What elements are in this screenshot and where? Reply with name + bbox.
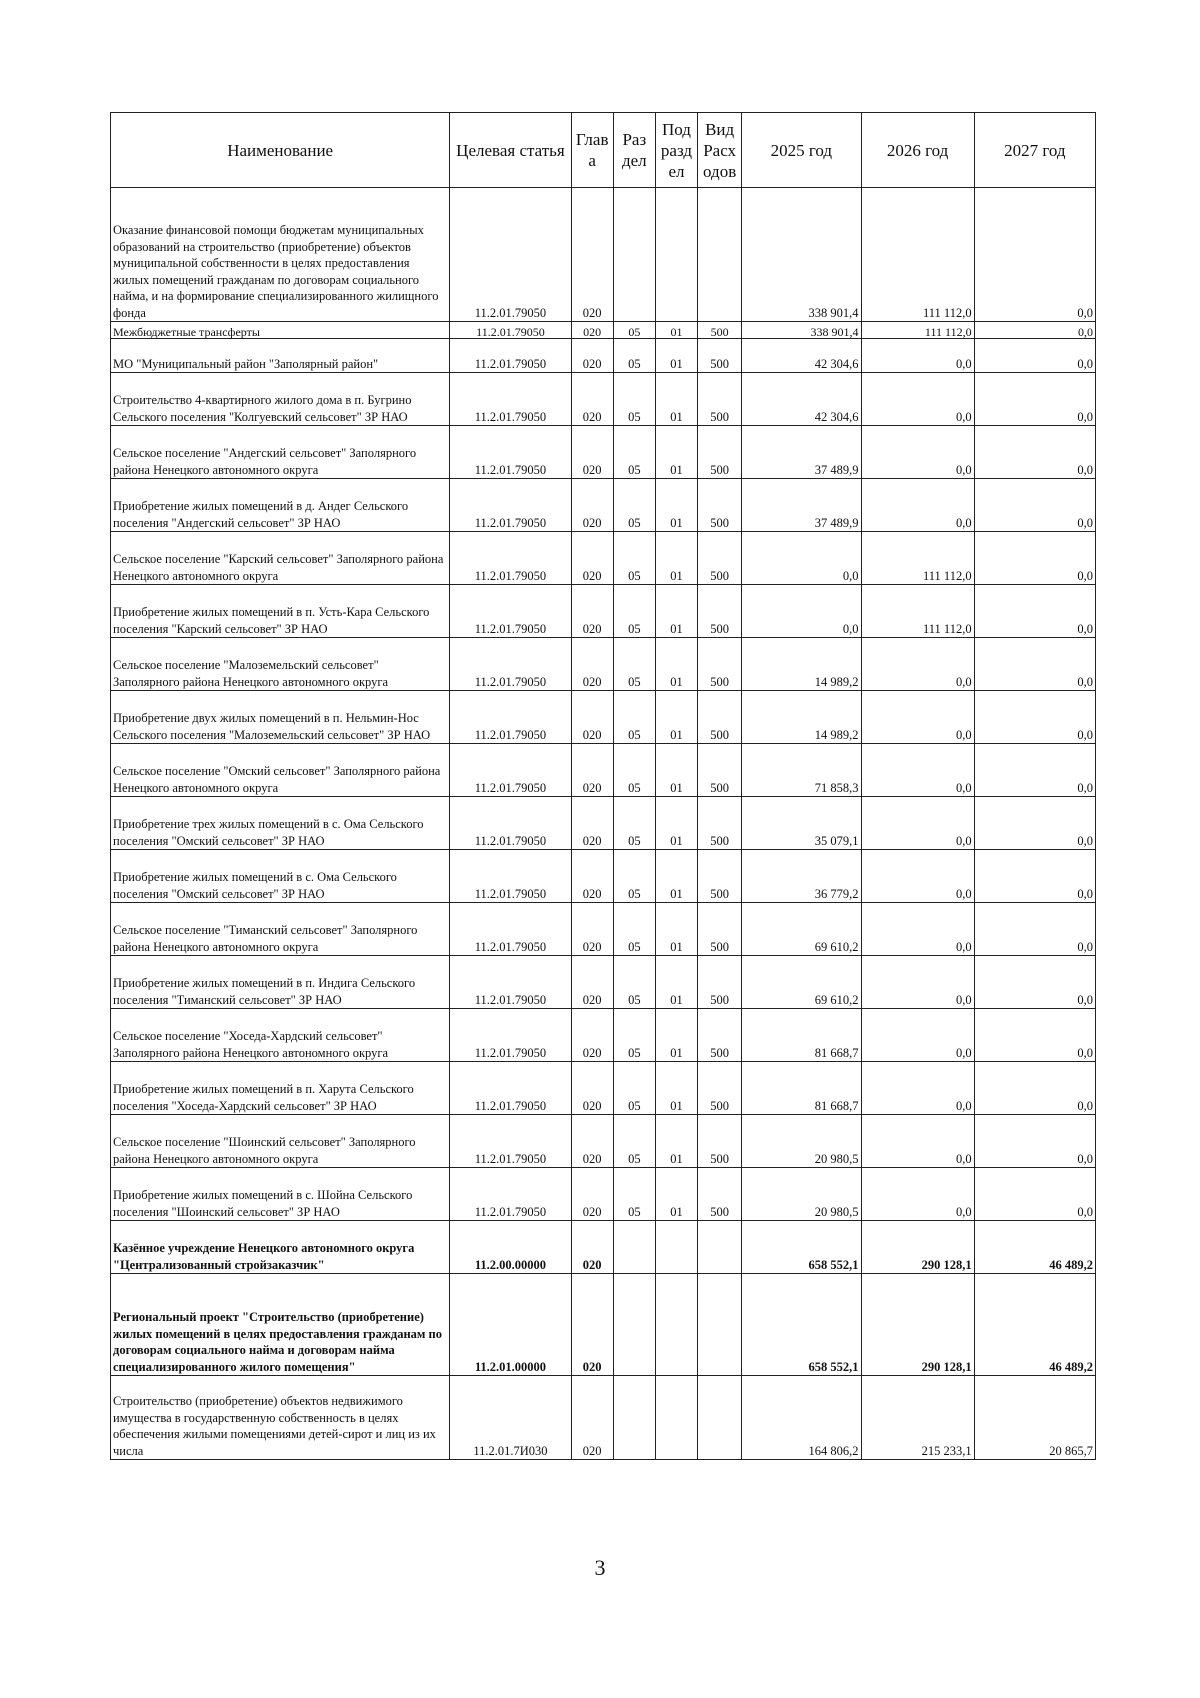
cell-name: Приобретение двух жилых помещений в п. Нельмин-Нос Сельского поселения "Малоземельский сельсовет" ЗР НАО <box>111 691 450 744</box>
header-expense: Вид Расх одов <box>698 113 742 188</box>
cell-2026: 0,0 <box>861 797 974 850</box>
cell-subsection: 01 <box>655 339 697 373</box>
cell-name: Межбюджетные трансферты <box>111 322 450 339</box>
cell-article: 11.2.01.79050 <box>450 322 571 339</box>
cell-2025: 0,0 <box>742 585 861 638</box>
cell-section: 05 <box>613 585 655 638</box>
cell-2027: 0,0 <box>974 426 1095 479</box>
table-body <box>111 188 1096 1460</box>
cell-section: 05 <box>613 850 655 903</box>
table-row <box>111 188 1096 322</box>
cell-subsection: 01 <box>655 1168 697 1221</box>
cell-name: Сельское поселение "Омский сельсовет" Заполярного района Ненецкого автономного округа <box>111 744 450 797</box>
cell-subsection: 01 <box>655 850 697 903</box>
cell-2027: 0,0 <box>974 1168 1095 1221</box>
cell-section: 05 <box>613 479 655 532</box>
table-row <box>111 373 1096 426</box>
cell-2026: 0,0 <box>861 691 974 744</box>
cell-article: 11.2.01.79050 <box>450 850 571 903</box>
cell-name: Строительство (приобретение) объектов недвижимого имущества в государственную собственность в целях обеспечения жилыми помещениями детей-сирот и лиц из их числа <box>111 1376 450 1460</box>
cell-2026: 0,0 <box>861 1009 974 1062</box>
cell-expense: 500 <box>698 1009 742 1062</box>
cell-section: 05 <box>613 532 655 585</box>
cell-2025: 69 610,2 <box>742 903 861 956</box>
cell-expense: 500 <box>698 1168 742 1221</box>
cell-2025: 164 806,2 <box>742 1376 861 1460</box>
cell-expense: 500 <box>698 691 742 744</box>
table-row <box>111 744 1096 797</box>
table-row <box>111 585 1096 638</box>
cell-expense: 500 <box>698 1062 742 1115</box>
cell-article: 11.2.01.79050 <box>450 188 571 322</box>
cell-subsection <box>655 1274 697 1376</box>
cell-2026: 0,0 <box>861 339 974 373</box>
header-name: Наименование <box>111 113 450 188</box>
cell-name: Сельское поселение "Малоземельский сельсовет" Заполярного района Ненецкого автономного округа <box>111 638 450 691</box>
cell-2025: 81 668,7 <box>742 1062 861 1115</box>
cell-chapter: 020 <box>571 322 613 339</box>
cell-subsection: 01 <box>655 744 697 797</box>
table-row <box>111 797 1096 850</box>
cell-2027: 0,0 <box>974 903 1095 956</box>
cell-name: Приобретение трех жилых помещений в с. Ома Сельского поселения "Омский сельсовет" ЗР НАО <box>111 797 450 850</box>
cell-2026: 0,0 <box>861 956 974 1009</box>
cell-2026: 0,0 <box>861 373 974 426</box>
cell-article: 11.2.01.79050 <box>450 744 571 797</box>
table-row <box>111 1221 1096 1274</box>
cell-subsection: 01 <box>655 1062 697 1115</box>
cell-2027: 46 489,2 <box>974 1274 1095 1376</box>
header-row <box>111 113 1096 188</box>
cell-article: 11.2.01.79050 <box>450 638 571 691</box>
cell-chapter: 020 <box>571 479 613 532</box>
cell-2025: 37 489,9 <box>742 426 861 479</box>
cell-expense: 500 <box>698 532 742 585</box>
cell-section <box>613 1274 655 1376</box>
cell-name: Приобретение жилых помещений в с. Шойна Сельского поселения "Шоинский сельсовет" ЗР НАО <box>111 1168 450 1221</box>
cell-2025: 35 079,1 <box>742 797 861 850</box>
header-article: Целевая статья <box>450 113 571 188</box>
cell-expense: 500 <box>698 322 742 339</box>
table-row <box>111 479 1096 532</box>
cell-section: 05 <box>613 638 655 691</box>
cell-article: 11.2.01.7И030 <box>450 1376 571 1460</box>
cell-expense: 500 <box>698 479 742 532</box>
cell-expense: 500 <box>698 797 742 850</box>
cell-2025: 71 858,3 <box>742 744 861 797</box>
cell-2026: 0,0 <box>861 1062 974 1115</box>
cell-2027: 0,0 <box>974 373 1095 426</box>
cell-expense: 500 <box>698 638 742 691</box>
cell-article: 11.2.01.79050 <box>450 1062 571 1115</box>
table-row <box>111 638 1096 691</box>
cell-name: Приобретение жилых помещений в д. Андег Сельского поселения "Андегский сельсовет" ЗР НАО <box>111 479 450 532</box>
table-row <box>111 956 1096 1009</box>
cell-2025: 42 304,6 <box>742 373 861 426</box>
cell-2026: 0,0 <box>861 903 974 956</box>
cell-name: Сельское поселение "Карский сельсовет" Заполярного района Ненецкого автономного округа <box>111 532 450 585</box>
cell-2027: 0,0 <box>974 1115 1095 1168</box>
cell-section: 05 <box>613 339 655 373</box>
cell-name: Приобретение жилых помещений в п. Усть-Кара Сельского поселения "Карский сельсовет" ЗР НАО <box>111 585 450 638</box>
cell-chapter: 020 <box>571 1221 613 1274</box>
cell-name: Сельское поселение "Тиманский сельсовет" Заполярного района Ненецкого автономного округа <box>111 903 450 956</box>
cell-article: 11.2.01.79050 <box>450 585 571 638</box>
header-section: Раз дел <box>613 113 655 188</box>
table-row <box>111 1274 1096 1376</box>
cell-chapter: 020 <box>571 1062 613 1115</box>
cell-2025: 14 989,2 <box>742 691 861 744</box>
table-row <box>111 426 1096 479</box>
cell-article: 11.2.01.79050 <box>450 426 571 479</box>
table-row <box>111 850 1096 903</box>
cell-2026: 111 112,0 <box>861 585 974 638</box>
cell-2026: 215 233,1 <box>861 1376 974 1460</box>
cell-article: 11.2.01.79050 <box>450 903 571 956</box>
cell-name: Региональный проект "Строительство (приобретение) жилых помещений в целях предоставления гражданам по договорам социального найма и договорам найма специализированного жилого помещения" <box>111 1274 450 1376</box>
cell-article: 11.2.01.79050 <box>450 691 571 744</box>
header-2027: 2027 год <box>974 113 1095 188</box>
page-number: 3 <box>594 1555 606 1580</box>
cell-2027: 0,0 <box>974 479 1095 532</box>
cell-2027: 0,0 <box>974 691 1095 744</box>
cell-2025: 81 668,7 <box>742 1009 861 1062</box>
cell-section: 05 <box>613 691 655 744</box>
table-row <box>111 1009 1096 1062</box>
cell-subsection: 01 <box>655 638 697 691</box>
cell-2027: 46 489,2 <box>974 1221 1095 1274</box>
cell-article: 11.2.00.00000 <box>450 1221 571 1274</box>
cell-section: 05 <box>613 1009 655 1062</box>
cell-2027: 0,0 <box>974 585 1095 638</box>
cell-2026: 290 128,1 <box>861 1221 974 1274</box>
cell-name: Оказание финансовой помощи бюджетам муниципальных образований на строительство (приобретение) объектов муниципальной собственности в целях предоставления жилых помещений гражданам по договорам социального найма, и на формирование специализированного жилищного фонда <box>111 188 450 322</box>
cell-article: 11.2.01.79050 <box>450 339 571 373</box>
cell-section <box>613 1376 655 1460</box>
cell-2027: 0,0 <box>974 339 1095 373</box>
cell-2026: 0,0 <box>861 426 974 479</box>
cell-subsection: 01 <box>655 532 697 585</box>
cell-article: 11.2.01.79050 <box>450 956 571 1009</box>
cell-section: 05 <box>613 373 655 426</box>
cell-2027: 0,0 <box>974 1062 1095 1115</box>
table-row <box>111 1115 1096 1168</box>
cell-2027: 0,0 <box>974 744 1095 797</box>
cell-section <box>613 188 655 322</box>
cell-chapter: 020 <box>571 1009 613 1062</box>
cell-2026: 290 128,1 <box>861 1274 974 1376</box>
header-2025: 2025 год <box>742 113 861 188</box>
cell-chapter: 020 <box>571 188 613 322</box>
table-row <box>111 1376 1096 1460</box>
cell-subsection: 01 <box>655 373 697 426</box>
table-row <box>111 532 1096 585</box>
cell-subsection <box>655 188 697 322</box>
table-row <box>111 903 1096 956</box>
cell-chapter: 020 <box>571 339 613 373</box>
cell-2027: 0,0 <box>974 956 1095 1009</box>
cell-chapter: 020 <box>571 532 613 585</box>
header-chapter: Глав а <box>571 113 613 188</box>
cell-2025: 338 901,4 <box>742 188 861 322</box>
cell-2025: 42 304,6 <box>742 339 861 373</box>
cell-name: МО "Муниципальный район "Заполярный район" <box>111 339 450 373</box>
header-2026: 2026 год <box>861 113 974 188</box>
cell-chapter: 020 <box>571 426 613 479</box>
cell-subsection: 01 <box>655 426 697 479</box>
cell-expense <box>698 1274 742 1376</box>
cell-section: 05 <box>613 426 655 479</box>
cell-chapter: 020 <box>571 691 613 744</box>
cell-2025: 20 980,5 <box>742 1168 861 1221</box>
cell-chapter: 020 <box>571 797 613 850</box>
table-row <box>111 1168 1096 1221</box>
cell-2026: 0,0 <box>861 744 974 797</box>
cell-subsection: 01 <box>655 691 697 744</box>
cell-2027: 20 865,7 <box>974 1376 1095 1460</box>
cell-chapter: 020 <box>571 744 613 797</box>
cell-subsection: 01 <box>655 1009 697 1062</box>
cell-chapter: 020 <box>571 1115 613 1168</box>
cell-2026: 111 112,0 <box>861 532 974 585</box>
cell-2027: 0,0 <box>974 322 1095 339</box>
cell-chapter: 020 <box>571 1376 613 1460</box>
cell-subsection: 01 <box>655 479 697 532</box>
cell-chapter: 020 <box>571 956 613 1009</box>
cell-expense <box>698 1376 742 1460</box>
cell-section: 05 <box>613 322 655 339</box>
cell-article: 11.2.01.79050 <box>450 532 571 585</box>
cell-2027: 0,0 <box>974 797 1095 850</box>
cell-expense: 500 <box>698 339 742 373</box>
cell-section: 05 <box>613 1062 655 1115</box>
cell-chapter: 020 <box>571 1168 613 1221</box>
cell-subsection: 01 <box>655 322 697 339</box>
cell-section: 05 <box>613 903 655 956</box>
cell-expense: 500 <box>698 903 742 956</box>
cell-name: Приобретение жилых помещений в с. Ома Сельского поселения "Омский сельсовет" ЗР НАО <box>111 850 450 903</box>
cell-2025: 20 980,5 <box>742 1115 861 1168</box>
cell-2025: 37 489,9 <box>742 479 861 532</box>
table-row <box>111 691 1096 744</box>
cell-2026: 0,0 <box>861 638 974 691</box>
cell-2026: 0,0 <box>861 1168 974 1221</box>
table-row <box>111 339 1096 373</box>
cell-expense: 500 <box>698 1115 742 1168</box>
cell-expense <box>698 188 742 322</box>
cell-chapter: 020 <box>571 1274 613 1376</box>
cell-article: 11.2.01.79050 <box>450 1168 571 1221</box>
cell-section: 05 <box>613 1168 655 1221</box>
cell-article: 11.2.01.79050 <box>450 797 571 850</box>
cell-2025: 36 779,2 <box>742 850 861 903</box>
cell-name: Сельское поселение "Андегский сельсовет" Заполярного района Ненецкого автономного округа <box>111 426 450 479</box>
cell-2026: 0,0 <box>861 850 974 903</box>
cell-name: Сельское поселение "Шоинский сельсовет" Заполярного района Ненецкого автономного округа <box>111 1115 450 1168</box>
cell-expense <box>698 1221 742 1274</box>
cell-2025: 0,0 <box>742 532 861 585</box>
cell-subsection: 01 <box>655 797 697 850</box>
cell-2026: 111 112,0 <box>861 322 974 339</box>
cell-section <box>613 1221 655 1274</box>
cell-2026: 111 112,0 <box>861 188 974 322</box>
cell-name: Сельское поселение "Хоседа-Хардский сельсовет" Заполярного района Ненецкого автономного округа <box>111 1009 450 1062</box>
table-row <box>111 322 1096 339</box>
cell-subsection <box>655 1376 697 1460</box>
cell-2027: 0,0 <box>974 532 1095 585</box>
table-row <box>111 1062 1096 1115</box>
cell-2025: 338 901,4 <box>742 322 861 339</box>
cell-section: 05 <box>613 797 655 850</box>
cell-2025: 658 552,1 <box>742 1274 861 1376</box>
cell-article: 11.2.01.00000 <box>450 1274 571 1376</box>
cell-chapter: 020 <box>571 585 613 638</box>
cell-name: Приобретение жилых помещений в п. Индига Сельского поселения "Тиманский сельсовет" ЗР НАО <box>111 956 450 1009</box>
cell-expense: 500 <box>698 585 742 638</box>
cell-2025: 14 989,2 <box>742 638 861 691</box>
cell-2025: 658 552,1 <box>742 1221 861 1274</box>
cell-expense: 500 <box>698 956 742 1009</box>
cell-expense: 500 <box>698 373 742 426</box>
cell-2027: 0,0 <box>974 188 1095 322</box>
cell-chapter: 020 <box>571 850 613 903</box>
cell-section: 05 <box>613 956 655 1009</box>
cell-2025: 69 610,2 <box>742 956 861 1009</box>
cell-subsection: 01 <box>655 956 697 1009</box>
cell-expense: 500 <box>698 744 742 797</box>
cell-chapter: 020 <box>571 903 613 956</box>
header-subsection: Под разд ел <box>655 113 697 188</box>
cell-section: 05 <box>613 744 655 797</box>
cell-name: Казённое учреждение Ненецкого автономного округа "Централизованный стройзаказчик" <box>111 1221 450 1274</box>
cell-subsection <box>655 1221 697 1274</box>
cell-subsection: 01 <box>655 1115 697 1168</box>
cell-2027: 0,0 <box>974 638 1095 691</box>
cell-subsection: 01 <box>655 585 697 638</box>
cell-expense: 500 <box>698 850 742 903</box>
cell-2026: 0,0 <box>861 1115 974 1168</box>
cell-subsection: 01 <box>655 903 697 956</box>
cell-section: 05 <box>613 1115 655 1168</box>
budget-table <box>110 112 1096 1460</box>
cell-chapter: 020 <box>571 373 613 426</box>
cell-article: 11.2.01.79050 <box>450 1115 571 1168</box>
cell-2027: 0,0 <box>974 1009 1095 1062</box>
cell-2027: 0,0 <box>974 850 1095 903</box>
cell-name: Строительство 4-квартирного жилого дома в п. Бугрино Сельского поселения "Колгуевский сельсовет" ЗР НАО <box>111 373 450 426</box>
cell-chapter: 020 <box>571 638 613 691</box>
cell-article: 11.2.01.79050 <box>450 479 571 532</box>
cell-2026: 0,0 <box>861 479 974 532</box>
cell-article: 11.2.01.79050 <box>450 1009 571 1062</box>
cell-expense: 500 <box>698 426 742 479</box>
cell-article: 11.2.01.79050 <box>450 373 571 426</box>
cell-name: Приобретение жилых помещений в п. Харута Сельского поселения "Хоседа-Хардский сельсовет" ЗР НАО <box>111 1062 450 1115</box>
